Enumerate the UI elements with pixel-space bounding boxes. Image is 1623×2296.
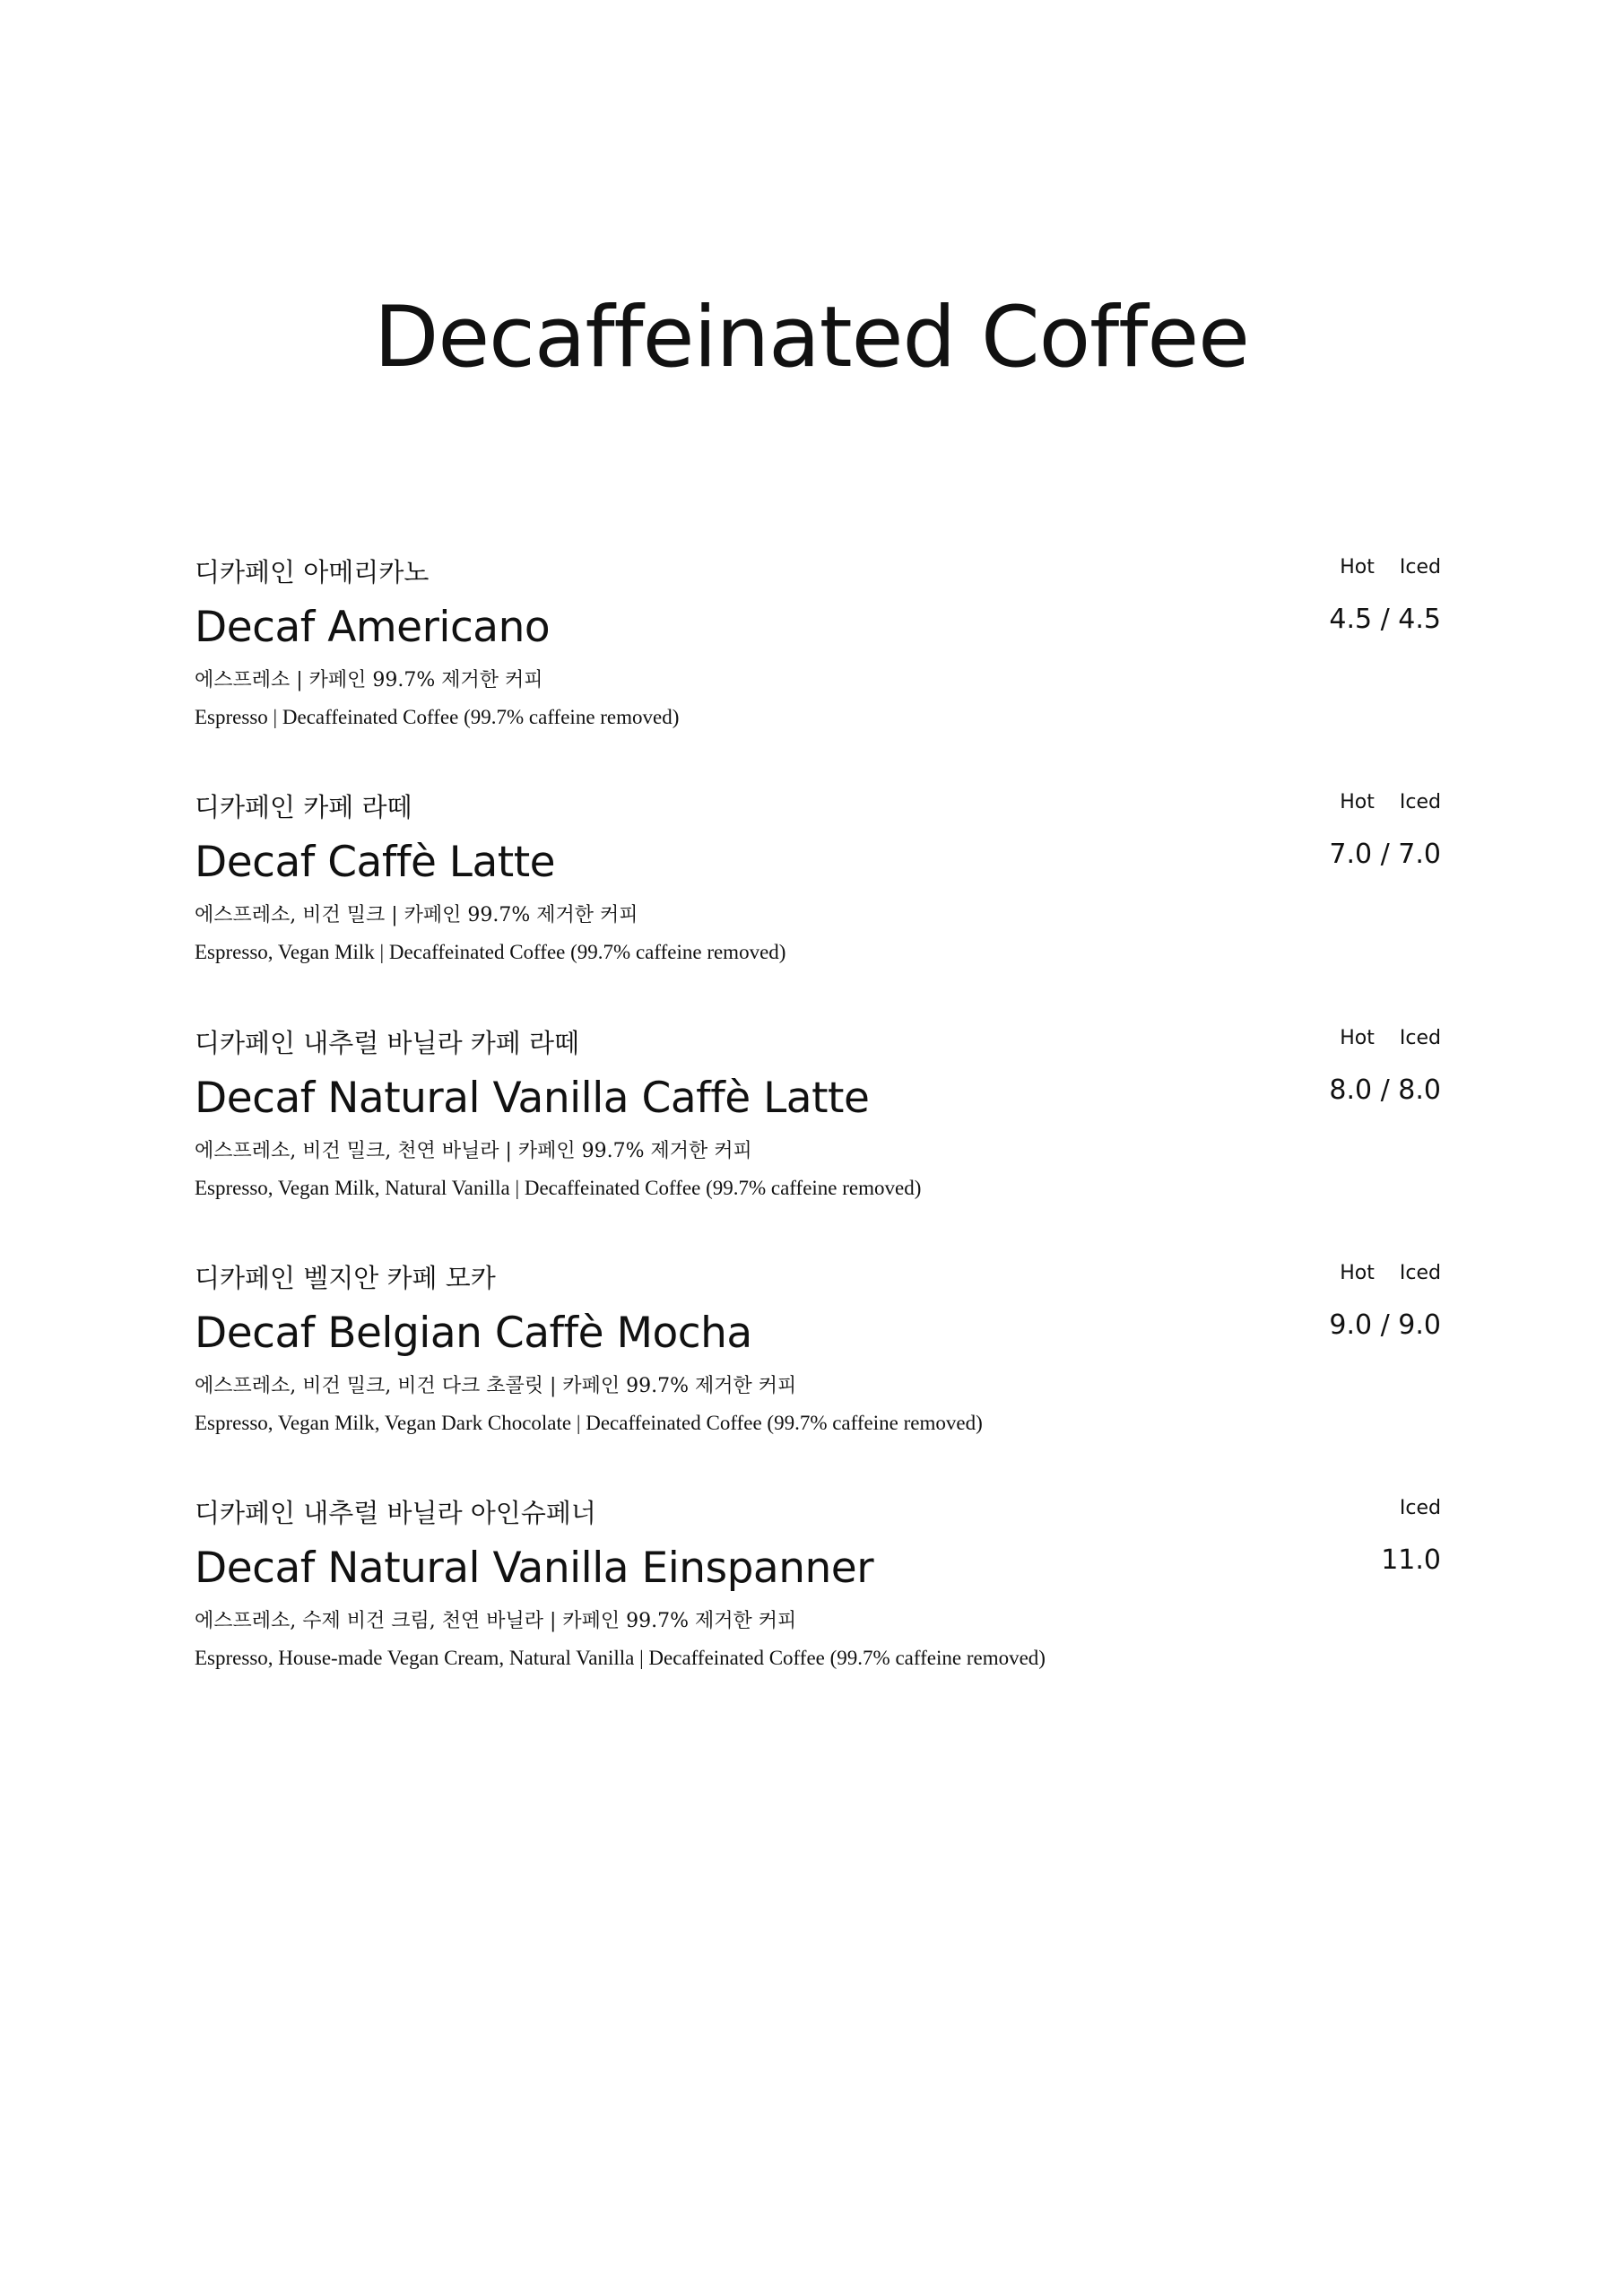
item-korean-name: 디카페인 내추럴 바닐라 카페 라떼 <box>195 1028 580 1058</box>
item-description-english: Espresso, House-made Vegan Cream, Natural Vanilla | Decaffeinated Coffee (99.7% caffeine removed) <box>195 1647 1046 1669</box>
hot-label: Hot <box>1340 1262 1375 1284</box>
item-price: 7.0 / 7.0 <box>1329 839 1441 870</box>
item-price: 8.0 / 8.0 <box>1329 1074 1441 1106</box>
temperature-labels <box>1280 793 1441 813</box>
item-english-name: Decaf Caffè Latte <box>195 838 556 887</box>
item-english-name: Decaf Americano <box>195 603 551 652</box>
menu-item-decaf-caffe-latte <box>195 791 1441 974</box>
iced-label: Iced <box>1399 1262 1441 1284</box>
item-korean-name: 디카페인 벨지안 카페 모카 <box>195 1263 496 1293</box>
item-description-korean: 에스프레소, 비건 밀크, 천연 바닐라 | 카페인 99.7% 제거한 커피 <box>195 1140 752 1162</box>
item-price: 9.0 / 9.0 <box>1329 1309 1441 1341</box>
item-description-korean: 에스프레소, 수제 비건 크림, 천연 바닐라 | 카페인 99.7% 제거한 커피 <box>195 1610 797 1632</box>
item-description-english: Espresso | Decaffeinated Coffee (99.7% caffeine removed) <box>195 706 680 728</box>
iced-label: Iced <box>1399 1497 1441 1519</box>
temperature-labels <box>1280 1499 1441 1518</box>
hot-label: Hot <box>1340 791 1375 813</box>
menu-item-decaf-natural-vanilla-einspanner <box>195 1497 1441 1680</box>
page-title: Decaffeinated Coffee <box>373 289 1250 387</box>
item-description-korean: 에스프레소, 비건 밀크, 비건 다크 초콜릿 | 카페인 99.7% 제거한 커피 <box>195 1375 797 1397</box>
item-description-english: Espresso, Vegan Milk | Decaffeinated Coffee (99.7% caffeine removed) <box>195 941 786 963</box>
temperature-labels <box>1280 1264 1441 1283</box>
temperature-labels <box>1280 558 1441 578</box>
item-description-english: Espresso, Vegan Milk, Vegan Dark Chocolate | Decaffeinated Coffee (99.7% caffeine removed) <box>195 1412 983 1434</box>
iced-label: Iced <box>1399 791 1441 813</box>
item-english-name: Decaf Belgian Caffè Mocha <box>195 1309 752 1358</box>
item-korean-name: 디카페인 카페 라떼 <box>195 792 412 822</box>
item-description-korean: 에스프레소, 비건 밀크 | 카페인 99.7% 제거한 커피 <box>195 904 638 926</box>
item-english-name: Decaf Natural Vanilla Caffè Latte <box>195 1074 870 1123</box>
item-description-english: Espresso, Vegan Milk, Natural Vanilla | Decaffeinated Coffee (99.7% caffeine removed) <box>195 1177 922 1199</box>
item-price: 4.5 / 4.5 <box>1329 604 1441 635</box>
item-price: 11.0 <box>1381 1544 1441 1576</box>
item-korean-name: 디카페인 내추럴 바닐라 아인슈페너 <box>195 1498 596 1528</box>
menu-item-decaf-natural-vanilla-caffe-latte <box>195 1027 1441 1210</box>
menu-item-decaf-belgian-caffe-mocha <box>195 1262 1441 1445</box>
item-korean-name: 디카페인 아메리카노 <box>195 557 430 587</box>
hot-label: Hot <box>1340 556 1375 578</box>
menu-item-decaf-americano <box>195 556 1441 739</box>
item-description-korean: 에스프레소 | 카페인 99.7% 제거한 커피 <box>195 669 543 691</box>
iced-label: Iced <box>1399 556 1441 578</box>
hot-label: Hot <box>1340 1027 1375 1049</box>
temperature-labels <box>1280 1029 1441 1048</box>
iced-label: Iced <box>1399 1027 1441 1049</box>
item-english-name: Decaf Natural Vanilla Einspanner <box>195 1544 874 1593</box>
